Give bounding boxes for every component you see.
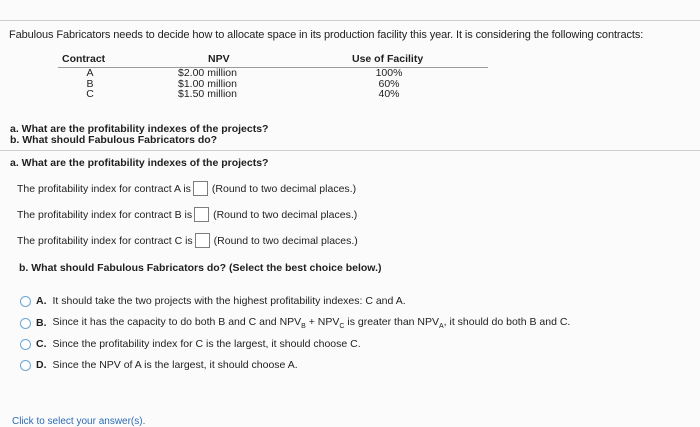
contracts-table bbox=[58, 53, 488, 100]
round-hint-c: (Round to two decimal places.) bbox=[213, 234, 358, 247]
pi-input-a[interactable] bbox=[193, 181, 208, 196]
pi-input-c[interactable] bbox=[195, 233, 210, 248]
option-d-text: Since the NPV of A is the largest, it should choose A. bbox=[52, 359, 298, 371]
pi-line-a bbox=[17, 181, 356, 196]
pi-label-b: The profitability index for contract B is bbox=[17, 208, 193, 221]
radio-c-icon[interactable] bbox=[20, 339, 31, 350]
cell-npv: $1.00 million bbox=[178, 77, 237, 90]
pi-input-b[interactable] bbox=[194, 207, 209, 222]
question-b-text: b. What should Fabulous Fabricators do? bbox=[10, 134, 218, 146]
cell-use: 60% bbox=[378, 77, 400, 90]
cell-contract: C bbox=[86, 88, 94, 100]
cell-use: 40% bbox=[378, 88, 400, 100]
top-divider bbox=[0, 20, 700, 21]
option-c[interactable] bbox=[20, 338, 361, 350]
option-a-text: It should take the two projects with the highest profitability indexes: C and A. bbox=[52, 295, 406, 307]
option-c-letter: C. bbox=[36, 338, 47, 350]
cell-use: 100% bbox=[375, 67, 403, 79]
table-header bbox=[58, 53, 488, 68]
table-row bbox=[58, 89, 488, 100]
option-a-letter: A. bbox=[36, 295, 47, 307]
pi-line-b bbox=[17, 207, 357, 222]
option-c-text: Since the profitability index for C is the largest, it should choose C. bbox=[52, 338, 361, 350]
pi-line-c bbox=[17, 233, 358, 248]
cell-contract: B bbox=[86, 77, 94, 90]
option-d-letter: D. bbox=[36, 359, 47, 371]
option-a[interactable] bbox=[20, 295, 406, 307]
option-b-letter: B. bbox=[36, 317, 47, 330]
option-d[interactable] bbox=[20, 359, 298, 371]
part-b-heading: b. What should Fabulous Fabricators do? (Select the best choice below.) bbox=[19, 262, 382, 274]
question-a-text: a. What are the profitability indexes of the projects? bbox=[10, 123, 269, 135]
option-b-text: Since it has the capacity to do both B and C and $NPV_B + NPV_C$ is greater than $NPV_A$, it should do both B and C. bbox=[52, 316, 571, 331]
section-divider bbox=[0, 150, 700, 151]
header-npv: NPV bbox=[208, 53, 230, 65]
pi-label-c: The profitability index for contract C is bbox=[17, 234, 193, 247]
header-use: Use of Facility bbox=[352, 53, 424, 65]
footer-instruction: Click to select your answer(s). bbox=[12, 416, 146, 427]
cell-contract: A bbox=[86, 67, 94, 79]
table-row bbox=[58, 79, 488, 90]
part-a-heading: a. What are the profitability indexes of the projects? bbox=[10, 157, 269, 169]
option-b[interactable] bbox=[20, 316, 570, 330]
cell-npv: $1.50 million bbox=[178, 88, 237, 100]
radio-d-icon[interactable] bbox=[20, 360, 31, 371]
radio-b-icon[interactable] bbox=[20, 318, 31, 329]
round-hint-b: (Round to two decimal places.) bbox=[213, 208, 358, 221]
header-contract: Contract bbox=[62, 53, 106, 65]
cell-npv: $2.00 million bbox=[178, 67, 237, 79]
pi-label-a: The profitability index for contract A is bbox=[17, 182, 191, 195]
round-hint-a: (Round to two decimal places.) bbox=[211, 182, 357, 195]
problem-intro: Fabulous Fabricators needs to decide how to allocate space in its production facility this year. It is considering the following contracts: bbox=[9, 29, 644, 41]
radio-a-icon[interactable] bbox=[20, 296, 31, 307]
table-row bbox=[58, 68, 488, 79]
